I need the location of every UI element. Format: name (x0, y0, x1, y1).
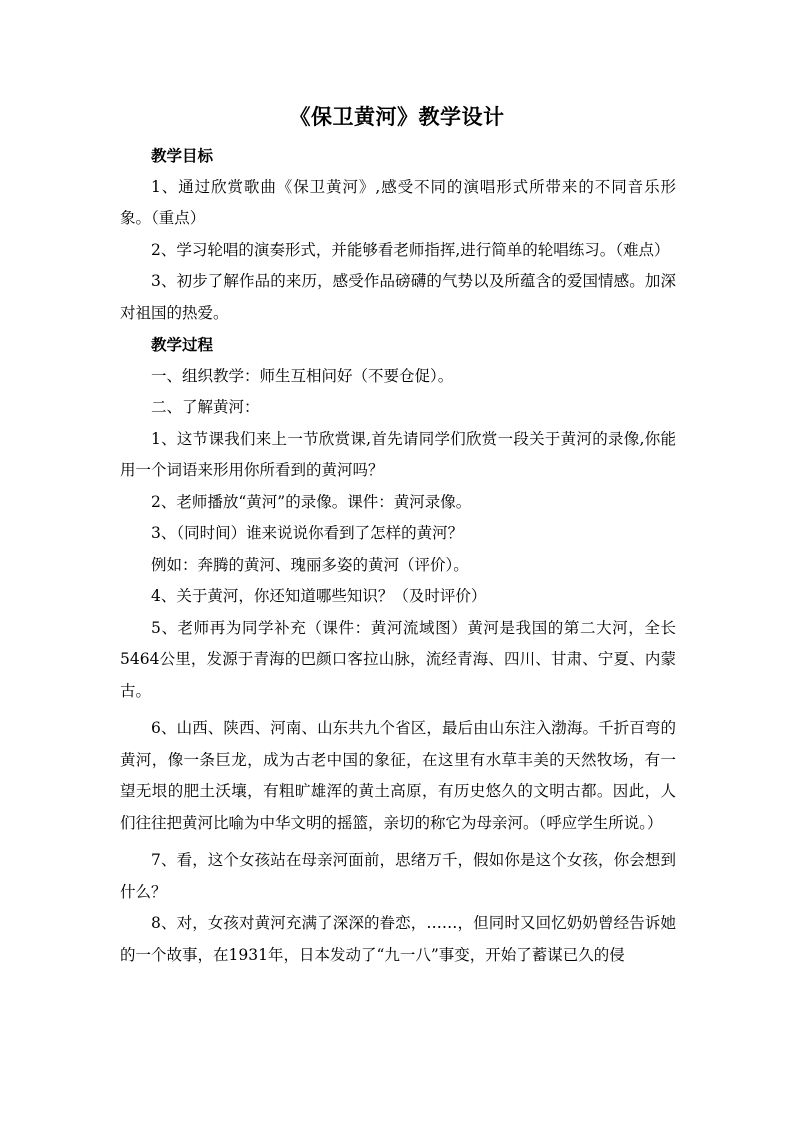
body-paragraph: 1、通过欣赏歌曲《保卫黄河》,感受不同的演唱形式所带来的不同音乐形象。（重点） (120, 177, 676, 227)
body-paragraph: 一、组织教学：师生互相问好（不要仓促）。 (151, 366, 454, 385)
body-paragraph: 二、了解黄河： (151, 398, 260, 416)
document-body (120, 140, 676, 971)
body-paragraph: 8、对，女孩对黄河充满了深深的眷恋，……，但同时又回忆奶奶曾经告诉她的一个故事，在1931年，日本发动了“九一八”事变，开始了蓄谋已久的侵 (120, 914, 676, 964)
body-paragraph: 3、（同时间）谁来说说你看到了怎样的黄河？ (151, 524, 464, 542)
body-paragraph: 4、关于黄河，你还知道哪些知识？（及时评价） (151, 587, 487, 605)
section-heading: 教学目标 (151, 146, 214, 165)
body-paragraph: 例如：奔腾的黄河、瑰丽多姿的黄河（评价）。 (151, 555, 469, 574)
body-paragraph: 1、这节课我们来上一节欣赏课,首先请同学们欣赏一段关于黄河的录像,你能用一个词语来形用你所看到的黄河吗？ (120, 429, 676, 479)
body-paragraph: 2、老师播放“黄河”的录像。课件：黄河录像。 (151, 492, 472, 511)
section-heading: 教学过程 (151, 335, 214, 354)
body-paragraph: 3、初步了解作品的来历，感受作品磅礴的气势以及所蕴含的爱国情感。加深对祖国的热爱。 (120, 272, 676, 322)
body-paragraph: 7、看，这个女孩站在母亲河面前，思绪万千，假如你是这个女孩，你会想到什么？ (120, 851, 676, 901)
body-paragraph: 2、学习轮唱的演奏形式，并能够看老师指挥,进行简单的轮唱练习。（难点） (151, 240, 670, 259)
document-title: 《保卫黄河》教学设计 (289, 104, 505, 129)
body-paragraph: 5、老师再为同学补充（课件：黄河流域图）黄河是我国的第二大河，全长5464公里，发源于青海的巴颜口客拉山脉，流经青海、四川、甘肃、宁夏、内蒙古。 (120, 618, 676, 700)
body-paragraph: 6、山西、陕西、河南、山东共九个省区，最后由山东注入渤海。千折百弯的黄河，像一条巨龙，成为古老中国的象征，在这里有水草丰美的天然牧场，有一望无垠的肥土沃壤，有粗旷雄浑的黄土高原，有历史悠久的文明古都。因此，人们往往把黄河比喻为中华文明的摇篮，亲切的称它为母亲河。（呼应学生所说。） (120, 719, 676, 832)
